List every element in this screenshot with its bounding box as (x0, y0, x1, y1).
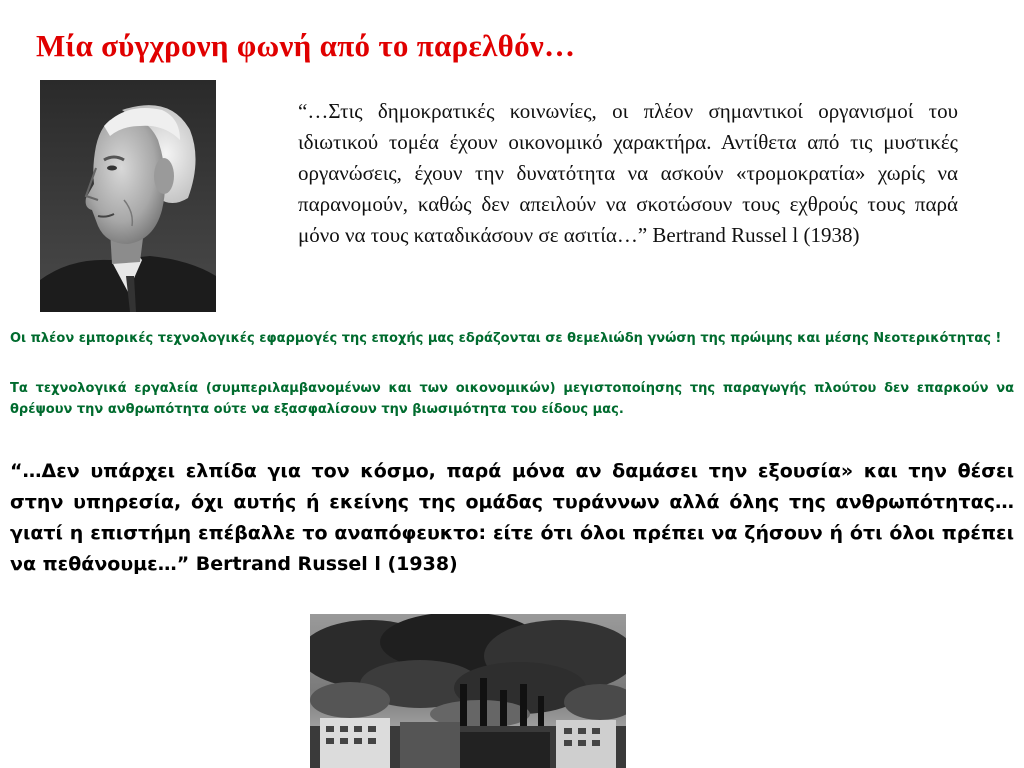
factory-smoke-photo (310, 614, 626, 768)
green-paragraph-1: Οι πλέον εμπορικές τεχνολογικές εφαρμογές της εποχής μας εδράζονται σε θεμελιώδη γνώση της πρώιμης και μέσης Νεοτερικότητας ! (10, 331, 1002, 346)
russell-quote-top: “…Στις δημοκρατικές κοινωνίες, οι πλέον σημαντικοί οργανισμοί του ιδιωτικού τομέα έχουν οικονομικό χαρακτήρα. Αντίθετα από τις μυστικές οργανώσεις, έχουν την δυνατότητα να ασκούν «τρομοκρατία» χωρίς να παρανομούν, καθώς δεν απειλούν να σκοτώσουν τους εχθρούς τους παρά μόνο να τους καταδικάσουν σε ασιτία…” Bertrand Russel l (1938) (298, 99, 958, 247)
green-paragraph-2: Τα τεχνολογικά εργαλεία (συμπεριλαμβανομένων και των οικονομικών) μεγιστοποίησης της παραγωγής πλούτου δεν επαρκούν να θρέψουν την ανθρωπότητα ούτε να εξασφαλίσουν την βιωσιμότητα του είδους μας. (10, 381, 1014, 417)
portrait-photo (40, 80, 216, 312)
russell-quote-bottom: “…Δεν υπάρχει ελπίδα για τον κόσμο, παρά μόνα αν δαμάσει την εξουσία» και την θέσει στην υπηρεσία, όχι αυτής ή εκείνης της ομάδας τυράννων αλλά όλης της ανθρωπότητας… γιατί η επιστήμη επέβαλλε το αναπόφευκτο: είτε ότι όλοι πρέπει να ζήσουν ή ότι όλοι πρέπει να πεθάνουμε…” Bertrand Russel l (1938) (10, 460, 1014, 575)
slide-title: Μία σύγχρονη φωνή από το παρελθόν… (36, 28, 576, 63)
